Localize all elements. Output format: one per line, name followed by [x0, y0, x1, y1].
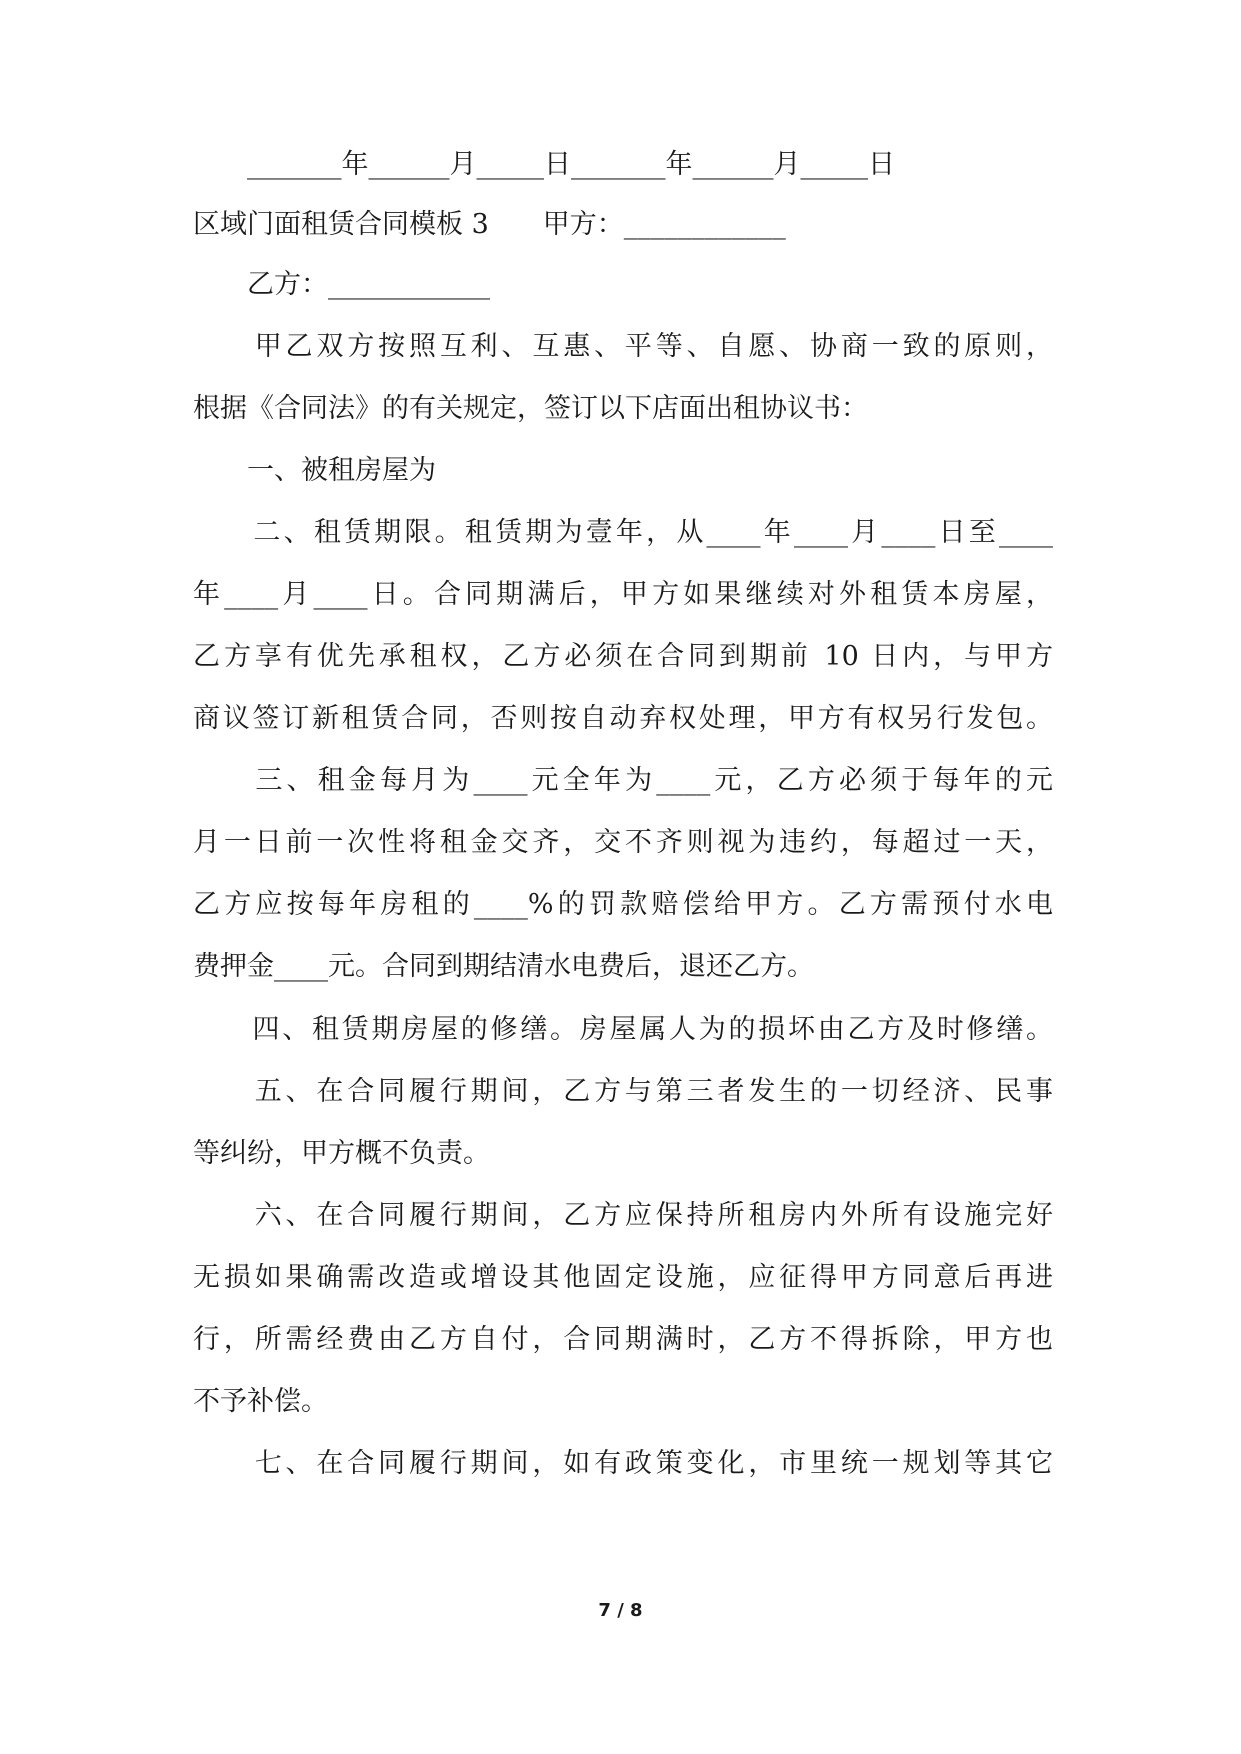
text-line-12: 月一日前一次性将租金交齐，交不齐则视为违约，每超过一天， [193, 827, 1053, 858]
text-line-17: 等纠纷，甲方概不负责。 [193, 1138, 490, 1169]
text-line-19: 无损如果确需改造或增设其他固定设施，应征得甲方同意后再进 [193, 1262, 1053, 1293]
text-line-9: 乙方享有优先承租权，乙方必须在合同到期前 10 日内，与甲方 [193, 641, 1053, 672]
text-line-14: 费押金____元。合同到期结清水电费后，退还乙方。 [193, 951, 814, 982]
text-line-8: 年____月____日。合同期满后，甲方如果继续对外租赁本房屋， [193, 579, 1053, 610]
text-line-7: 二、租赁期限。租赁期为壹年，从____年____月____日至____ [193, 517, 1053, 548]
text-line-2: 区域门面租赁合同模板 3 甲方：____________ [193, 209, 786, 240]
text-line-3: 乙方：____________ [193, 269, 490, 300]
text-line-20: 行，所需经费由乙方自付，合同期满时，乙方不得拆除，甲方也 [193, 1324, 1053, 1355]
text-line-10: 商议签订新租赁合同，否则按自动弃权处理，甲方有权另行发包。 [193, 703, 1053, 734]
text-line-6: 一、被租房屋为 [193, 455, 436, 486]
text-line-16: 五、在合同履行期间，乙方与第三者发生的一切经济、民事 [193, 1076, 1053, 1107]
text-line-21: 不予补偿。 [193, 1386, 328, 1417]
page-number: 7 / 8 [598, 1600, 643, 1621]
text-line-11: 三、租金每月为____元全年为____元，乙方必须于每年的元 [193, 765, 1053, 796]
text-line-22: 七、在合同履行期间，如有政策变化，市里统一规划等其它 [193, 1448, 1053, 1479]
text-line-1: _______年______月_____日_______年______月_____日 [193, 149, 895, 180]
text-line-4: 甲乙双方按照互利、互惠、平等、自愿、协商一致的原则， [193, 331, 1053, 362]
text-line-18: 六、在合同履行期间，乙方应保持所租房内外所有设施完好 [193, 1200, 1053, 1231]
text-line-15: 四、租赁期房屋的修缮。房屋属人为的损坏由乙方及时修缮。 [193, 1014, 1053, 1045]
text-line-5: 根据《合同法》的有关规定，签订以下店面出租协议书： [193, 393, 868, 424]
text-line-13: 乙方应按每年房租的____%的罚款赔偿给甲方。乙方需预付水电 [193, 889, 1053, 920]
